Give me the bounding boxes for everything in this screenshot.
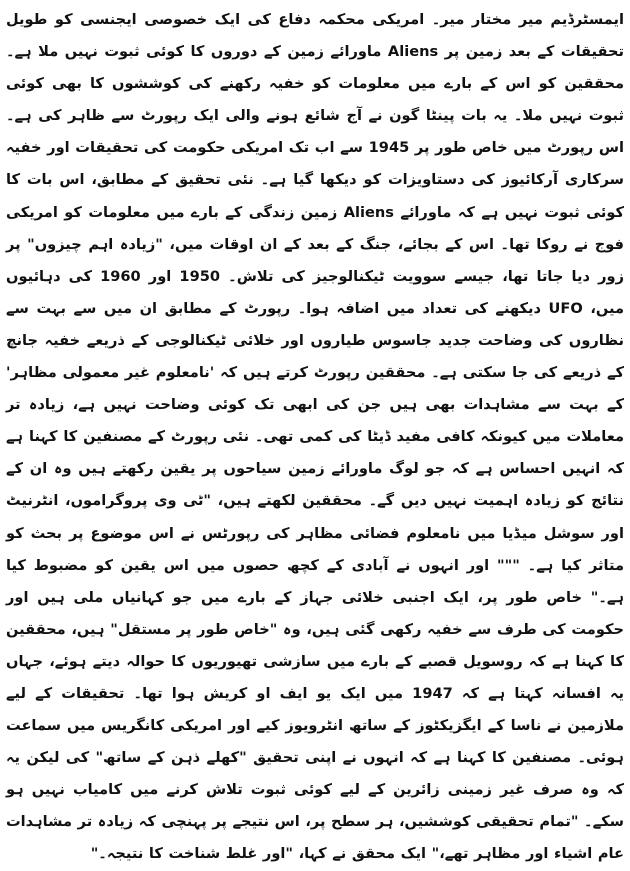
article-body: ایمسٹرڈیم میر مختار میر۔ امریکی محکمہ دفاع کی ایک خصوصی ایجنسی کو طویل تحقیقات کے بعد زمین پر Aliens ماورائے زمین کے دوروں کا کوئی ثبوت نہیں ملا ہے۔ محققین کو اس کے بارے میں معلومات کو خفیہ رکھنے کی کوششوں کا بھی کوئی ثبوت نہیں ملا۔ یہ بات پینٹا گون نے آج شائع ہونے والی ایک رپورٹ سے ظاہر کی ہے۔ اس رپورٹ میں خاص طور پر 1945 سے اب تک امریکی حکومت کی تحقیقات اور خفیہ سرکاری آرکائیوز کی دستاویزات کو دیکھا گیا ہے۔ نئی تحقیق کے مطابق، اس بات کا کوئی ثبوت نہیں ہے کہ ماورائے Aliens زمین زندگی کے بارے میں معلومات کو امریکی فوج نے روکا تھا۔ اس کے بجائے، جنگ کے بعد کے ان اوقات میں، "زیادہ اہم چیزوں" پر زور دیا جاتا تھا، جیسے سوویت ٹیکنالوجیز کی تلاش۔ 1950 اور 1960 کی دہائیوں میں، UFO دیکھنے کی تعداد میں اضافہ ہوا۔ رپورٹ کے مطابق ان میں سے بہت سے نظاروں کی وضاحت جدید جاسوس طیاروں اور خلائی ٹیکنالوجی کے ذریعے خفیہ جانچ کے ذریعے کی جا سکتی ہے۔ محققین رپورٹ کرتے ہیں کہ 'نامعلوم غیر معمولی مظاہر' کے بہت سے مشاہدات بھی ہیں جن کی ابھی تک کوئی وضاحت نہیں ہے، زیادہ تر معاملات میں کیونکہ کافی مفید ڈیٹا کی کمی تھی۔ نئی رپورٹ کے مصنفین کا کہنا ہے کہ انہیں احساس ہے کہ جو لوگ ماورائے زمین سیاحوں پر یقین رکھتے ہیں وہ ان کے نتائج کو زیادہ اہمیت نہیں دیں گے۔ محققین لکھتے ہیں، "ٹی وی پروگراموں، انٹرنیٹ اور سوشل میڈیا میں نامعلوم فضائی مظاہر کی رپورٹس نے اس موضوع پر بحث کو متاثر کیا ہے۔ """ اور انہوں نے آبادی کے کچھ حصوں میں اس یقین کو مضبوط کیا ہے۔" خاص طور پر، ایک اجنبی خلائی جہاز کے بارے میں جو کہانیاں ملی ہیں اور حکومت کی طرف سے خفیہ رکھی گئی ہیں، وہ "خاص طور پر مستقل" ہیں، محققین کا کہنا ہے کہ روسویل قصبے کے بارے میں سازشی تھیوریوں کا حوالہ دیتے ہوئے، جہاں یہ افسانہ کہتا ہے کہ 1947 میں ایک یو ایف او کریش ہوا تھا۔ تحقیقات کے لیے ملازمین نے ناسا کے ایگزیکٹوز کے ساتھ انٹرویوز کیے اور امریکی کانگریس میں سماعت ہوئی۔ مصنفین کا کہنا ہے کہ انہوں نے اپنی تحقیق "کھلے ذہن کے ساتھ" کی لیکن یہ کہ وہ صرف غیر زمینی زائرین کے لیے کوئی ثبوت تلاش کرنے میں کامیاب نہیں ہو سکے۔ "تمام تحقیقی کوششیں، ہر سطح پر، اس نتیجے پر پہنچی کہ زیادہ تر مشاہدات عام اشیاء اور مظاہر تھے،" ایک محقق نے کہا، "اور غلط شناخت کا نتیجہ۔"	[6, 11, 625, 863]
